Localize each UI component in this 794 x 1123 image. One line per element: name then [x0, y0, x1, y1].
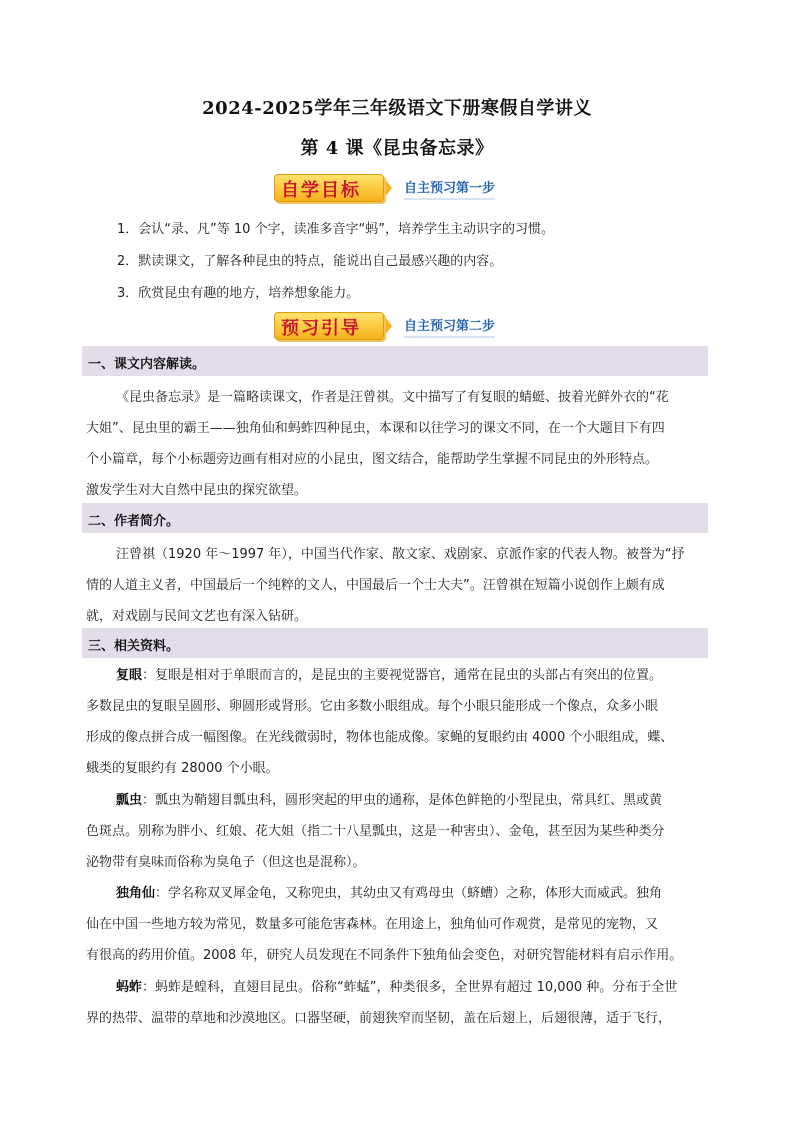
goals-badge-label: 自学目标 — [281, 180, 361, 201]
paragraph-line: ：蚂蚱是蝗科，直翅目昆虫。俗称“蚱蜢”，种类很多，全世界有超过 10,000 种。分布于全世 — [142, 980, 678, 995]
paragraph-line: 蛾类的复眼约有 28000 个小眼。 — [86, 761, 279, 776]
entry-ladybug — [86, 785, 708, 878]
goal-item: 1．会认“录、凡”等 10 个字，读准多音字“蚂”，培养学生主动识字的习惯。 — [117, 222, 555, 237]
paragraph-line: 个小篇章，每个小标题旁边画有相对应的小昆虫，图文结合，能帮助学生掌握不同昆虫的外形特点。 — [86, 452, 659, 467]
paragraph-line: 界的热带、温带的草地和沙漠地区。口器坚硬，前翅狭窄而坚韧，盖在后翅上，后翅很薄，适于飞行， — [86, 1011, 672, 1026]
section-heading: 三、相关资料。 — [88, 639, 180, 654]
preview-guide-banner — [274, 312, 495, 340]
section-heading: 一、课文内容解读。 — [88, 357, 206, 372]
section-heading-bar — [82, 346, 708, 376]
entry-compound-eye — [86, 660, 708, 784]
paragraph-line: 多数昆虫的复眼呈圆形、卵圆形或肾形。它由多数小眼组成。每个小眼只能形成一个像点，众多小眼 — [86, 699, 659, 714]
paragraph-line: 激发学生对大自然中昆虫的探究欲望。 — [86, 483, 308, 498]
guide-badge — [274, 312, 384, 340]
goals-badge — [274, 174, 384, 202]
entry-term: 瓢虫 — [116, 793, 143, 808]
paragraph-line: 大姐”、昆虫里的霸王——独角仙和蚂蚱四种昆虫，本课和以往学习的课文不同，在一个大题目下有四 — [86, 421, 665, 436]
paragraph-line: 就，对戏剧与民间文艺也有深入钻研。 — [86, 609, 308, 624]
entry-rhino-beetle — [86, 878, 708, 971]
paragraph-line: 情的人道主义者，中国最后一个纯粹的文人，中国最后一个士大夫”。汪曾祺在短篇小说创作上颇有成 — [86, 578, 665, 593]
paragraph-line: ：复眼是相对于单眼而言的，是昆虫的主要视觉器官，通常在昆虫的头部占有突出的位置。 — [142, 668, 663, 683]
paragraph-line: 汪曾祺（1920 年～1997 年），中国当代作家、散文家、戏剧家、京派作家的代表人物。被誉为“抒 — [116, 547, 685, 562]
entry-term: 蚂蚱 — [116, 980, 143, 995]
section2-paragraph — [86, 539, 708, 632]
document-title: 2024-2025学年三年级语文下册寒假自学讲义 — [202, 98, 592, 119]
entry-term: 复眼 — [116, 668, 143, 683]
paragraph-line: 形成的像点拼合成一幅图像。在光线微弱时，物体也能成像。家蝇的复眼约由 4000 个小眼组成，蝶、 — [86, 730, 674, 745]
entry-grasshopper — [86, 972, 708, 1034]
paragraph-line: 有很高的药用价值。2008 年，研究人员发现在不同条件下独角仙会变色，对研究智能材料有启示作用。 — [86, 948, 683, 963]
guide-badge-label: 预习引导 — [281, 318, 361, 339]
entry-term: 独角仙 — [116, 886, 156, 901]
section-heading: 二、作者简介。 — [88, 514, 180, 529]
section-heading-bar — [82, 503, 708, 533]
section-heading-bar — [82, 628, 708, 658]
paragraph-line: 色斑点。别称为胖小、红娘、花大姐（指二十八星瓢虫，这是一种害虫）、金龟，甚至因为某些种类分 — [86, 824, 665, 839]
self-study-goals-banner — [274, 174, 495, 202]
paragraph-line: 仙在中国一些地方较为常见，数量多可能危害森林。在用途上，独角仙可作观赏，是常见的宠物，又 — [86, 917, 659, 932]
guide-step-label: 自主预习第二步 — [404, 315, 495, 338]
paragraph-line: 《昆虫备忘录》是一篇略读课文，作者是汪曾祺。文中描写了有复眼的蜻蜓、披着光鲜外衣的“花 — [116, 390, 669, 405]
paragraph-line: ：瓢虫为鞘翅目瓢虫科，圆形突起的甲虫的通称，是体色鲜艳的小型昆虫，常具红、黑或黄 — [142, 793, 663, 808]
paragraph-line: ：学名称双叉犀金龟，又称兜虫，其幼虫又有鸡母虫（蛴螬）之称，体形大而威武。独角 — [155, 886, 663, 901]
section1-paragraph — [86, 382, 708, 506]
goal-item: 2．默读课文，了解各种昆虫的特点，能说出自己最感兴趣的内容。 — [117, 254, 503, 269]
goal-item: 3．欣赏昆虫有趣的地方，培养想象能力。 — [117, 286, 360, 301]
paragraph-line: 泌物带有臭味而俗称为臭龟子（但这也是混称）。 — [86, 855, 366, 870]
goals-step-label: 自主预习第一步 — [404, 177, 495, 200]
lesson-title: 第 4 课《昆虫备忘录》 — [300, 138, 494, 159]
